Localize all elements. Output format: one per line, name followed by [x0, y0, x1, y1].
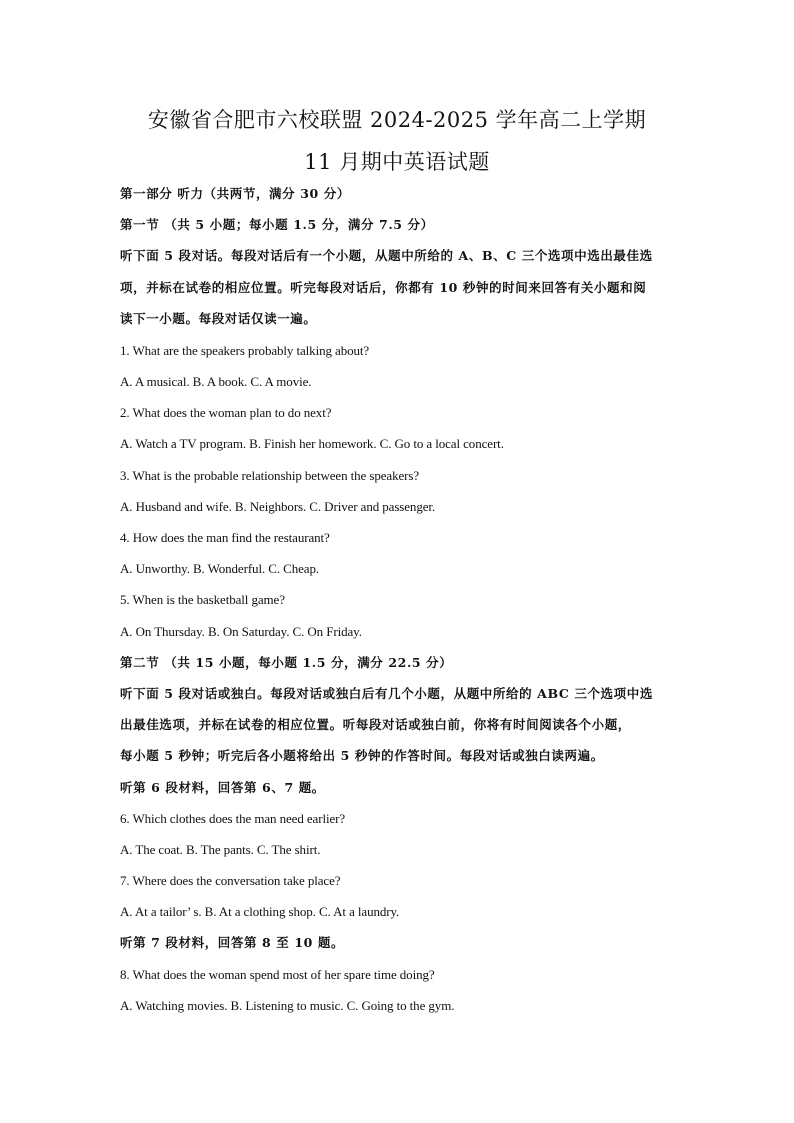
material-6-heading: 听第 6 段材料，回答第 6、7 题。: [120, 780, 325, 795]
section2-instructions-line-3: 每小题 5 秒钟；听完后各小题将给出 5 秒钟的作答时间。每段对话或独白读两遍。: [120, 748, 604, 763]
question-8-options: A. Watching movies. B. Listening to music. C. Going to the gym.: [120, 998, 455, 1013]
section2-instructions-line-1: 听下面 5 段对话或独白。每段对话或独白后有几个小题，从题中所给的 ABC 三个选项中选: [120, 686, 653, 701]
question-3-options: A. Husband and wife. B. Neighbors. C. Driver and passenger.: [120, 499, 436, 514]
question-1-options: A. A musical. B. A book. C. A movie.: [120, 374, 312, 389]
section2-heading: 第二节 （共 15 小题，每小题 1.5 分，满分 22.5 分）: [120, 655, 453, 670]
section1-instructions-line-2: 项，并标在试卷的相应位置。听完每段对话后，你都有 10 秒钟的时间来回答有关小题和阅: [120, 280, 647, 295]
question-8: 8. What does the woman spend most of her spare time doing?: [120, 967, 435, 982]
question-2: 2. What does the woman plan to do next?: [120, 405, 332, 420]
question-2-options: A. Watch a TV program. B. Finish her homework. C. Go to a local concert.: [120, 436, 504, 451]
question-5: 5. When is the basketball game?: [120, 592, 285, 607]
exam-title-line-2: 11 月期中英语试题: [304, 150, 490, 174]
question-1: 1. What are the speakers probably talking about?: [120, 343, 370, 358]
question-6: 6. Which clothes does the man need earlier?: [120, 811, 346, 826]
part1-heading: 第一部分 听力（共两节，满分 30 分）: [120, 186, 350, 201]
question-7-options: A. At a tailor’ s. B. At a clothing shop. C. At a laundry.: [120, 904, 400, 919]
section1-instructions-line-1: 听下面 5 段对话。每段对话后有一个小题，从题中所给的 A、B、C 三个选项中选出最佳选: [120, 248, 653, 263]
section1-heading: 第一节 （共 5 小题；每小题 1.5 分，满分 7.5 分）: [120, 217, 434, 232]
question-4-options: A. Unworthy. B. Wonderful. C. Cheap.: [120, 561, 319, 576]
section2-instructions-line-2: 出最佳选项，并标在试卷的相应位置。听每段对话或独白前，你将有时间阅读各个小题，: [120, 717, 631, 732]
material-7-heading: 听第 7 段材料，回答第 8 至 10 题。: [120, 935, 345, 950]
question-6-options: A. The coat. B. The pants. C. The shirt.: [120, 842, 321, 857]
question-5-options: A. On Thursday. B. On Saturday. C. On Friday.: [120, 624, 362, 639]
question-4: 4. How does the man find the restaurant?: [120, 530, 330, 545]
section1-instructions-line-3: 读下一小题。每段对话仅读一遍。: [120, 311, 317, 326]
question-3: 3. What is the probable relationship between the speakers?: [120, 468, 419, 483]
question-7: 7. Where does the conversation take place?: [120, 873, 341, 888]
exam-title-line-1: 安徽省合肥市六校联盟 2024-2025 学年高二上学期: [147, 108, 647, 132]
